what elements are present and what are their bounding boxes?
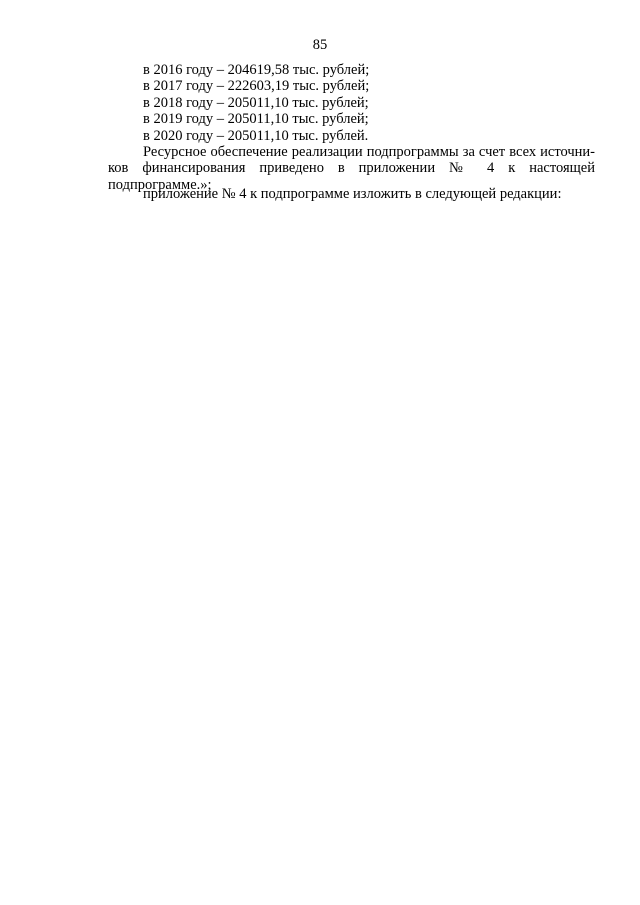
page-number: 85 (312, 37, 328, 53)
funding-by-year-list (143, 62, 603, 144)
funding-line-2018: в 2018 году – 205011,10 тыс. рублей; (143, 94, 369, 111)
funding-line-2016: в 2016 году – 204619,58 тыс. рублей; (143, 62, 370, 78)
resource-paragraph-line-2: ков финансирования приведено в приложении № 4 к настоящей подпрограмме.»; (108, 160, 595, 193)
funding-line-2017: в 2017 году – 222603,19 тыс. рублей; (143, 78, 370, 95)
funding-line-2020: в 2020 году – 205011,10 тыс. рублей. (143, 127, 369, 144)
annex-instruction-paragraph: приложение № 4 к подпрограмме изложить в следующей редакции: (143, 186, 562, 202)
funding-line-2019: в 2019 году – 205011,10 тыс. рублей; (143, 111, 369, 128)
resource-paragraph-line-1: Ресурсное обеспечение реализации подпрограммы за счет всех источни- (143, 144, 595, 160)
